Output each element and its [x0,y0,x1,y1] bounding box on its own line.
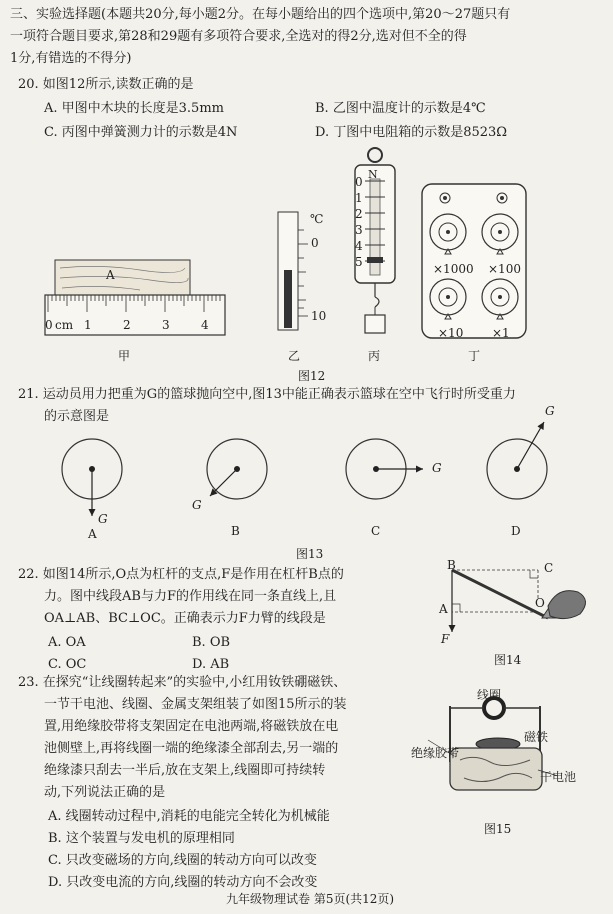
box-mult-1: ×1 [492,326,510,340]
fig15-label-battery: 干电池 [540,770,577,784]
q22-line3: OA⊥AB、BC⊥OC。正确表示力F力臂的线段是 [44,611,326,626]
q20-option-c: C. 丙图中弹簧测力计的示数是4N [44,125,238,140]
section-heading-line3: 1分,有错选的不得分) [10,51,132,66]
q20-option-a: A. 甲图中木块的长度是3.5mm [44,101,224,116]
section-heading-line1: 三、实验选择题(本题共20分,每小题2分。在每小题给出的四个选项中,第20～27题只有 [10,7,511,22]
ruler-block-label: A [106,268,115,282]
ruler-tick-2: 2 [123,318,131,332]
ruler-tick-0: 0 [45,318,53,332]
q22-line1: 22. 如图14所示,O点为杠杆的支点,F是作用在杠杆B点的 [18,567,344,582]
figure-label-jia: 甲 [118,349,131,363]
fig14-lever [430,560,595,650]
fig15-label-coil: 线圈 [477,688,502,702]
fig13-option-d: D [511,524,521,538]
fig15-label-magnet: 磁铁 [524,730,549,744]
q23-line5: 绝缘漆只刮去一半后,放在支架上,线圈即可持续转 [44,763,326,778]
q22-line2: 力。图中线段AB与力F的作用线在同一条直线上,且 [44,589,337,604]
scale-tick-0: 0 [355,175,363,189]
thermometer-tick-0: 0 [311,236,319,250]
figure-label-bing: 丙 [368,349,381,363]
fig13-diagrams [0,420,613,540]
q20-stem: 20. 如图12所示,读数正确的是 [18,77,194,92]
fig13-option-c: C [371,524,381,538]
scale-tick-4: 4 [355,239,363,253]
q23-option-d: D. 只改变电流的方向,线圈的转动方向不会改变 [48,875,318,890]
thermometer-tick-10: 10 [311,309,327,323]
q23-line4: 池侧壁上,再将线圈一端的绝缘漆全部刮去,另一端的 [44,741,339,756]
ruler-tick-4: 4 [201,318,209,332]
ruler-unit: cm [55,318,74,332]
fig15-caption: 图15 [484,822,512,836]
q23-line3: 置,用绝缘胶带将支架固定在电池两端,将磁铁放在电 [44,719,339,734]
q22-option-b: B. OB [192,635,231,650]
fig14-caption: 图14 [494,653,522,667]
q21-line2: 的示意图是 [44,409,110,424]
q23-option-b: B. 这个装置与发电机的原理相同 [48,831,235,846]
fig13-force-b: G [192,498,202,512]
fig13-force-d: G [545,404,555,418]
fig14-force-f: F [441,632,450,646]
page-footer: 九年级物理试卷 第5页(共12页) [226,892,395,906]
scale-tick-1: 1 [355,191,363,205]
scale-top-n: N [368,168,378,181]
fig13-force-c: G [432,461,442,475]
q23-option-a: A. 线圈转动过程中,消耗的电能完全转化为机械能 [48,809,330,824]
fig14-point-a: A [439,602,448,616]
q22-option-d: D. AB [192,657,230,672]
scale-tick-2: 2 [355,207,363,221]
q23-option-c: C. 只改变磁场的方向,线圈的转动方向可以改变 [48,853,317,868]
figure-label-yi: 乙 [288,349,301,363]
scale-tick-5: 5 [355,255,363,269]
fig13-force-a: G [98,512,108,526]
fig13-option-a: A [88,527,97,541]
fig15-label-tape: 绝缘胶带 [411,746,460,760]
fig13-caption: 图13 [296,547,324,561]
q22-option-a: A. OA [48,635,86,650]
box-mult-1000: ×1000 [433,262,474,276]
fig14-point-c: C [544,561,554,575]
q23-line2: 一节干电池、线圈、金属支架组装了如图15所示的装 [44,697,347,712]
fig14-point-b: B [447,558,456,572]
q23-line6: 动,下列说法正确的是 [44,785,166,800]
q22-option-c: C. OC [48,657,87,672]
fig12-caption: 图12 [298,369,326,383]
q20-option-b: B. 乙图中温度计的示数是4℃ [315,101,486,116]
q23-line1: 23. 在探究“让线圈转起来”的实验中,小红用钕铁硼磁铁、 [18,675,347,690]
box-mult-100: ×100 [488,262,521,276]
ruler-tick-3: 3 [162,318,170,332]
figure-label-ding: 丁 [468,349,481,363]
thermometer-unit: ℃ [310,212,324,226]
scale-tick-3: 3 [355,223,363,237]
fig14-point-o: O [535,596,545,610]
ruler-tick-1: 1 [84,318,92,332]
section-heading-line2: 一项符合题目要求,第28和29题有多项符合要求,全选对的得2分,选对但不全的得 [10,29,467,44]
q20-option-d: D. 丁图中电阻箱的示数是8523Ω [315,125,508,140]
fig13-option-b: B [231,524,240,538]
box-mult-10: ×10 [438,326,464,340]
q21-line1: 21. 运动员用力把重为G的篮球抛向空中,图13中能正确表示篮球在空中飞行时所受重力 [18,387,516,402]
